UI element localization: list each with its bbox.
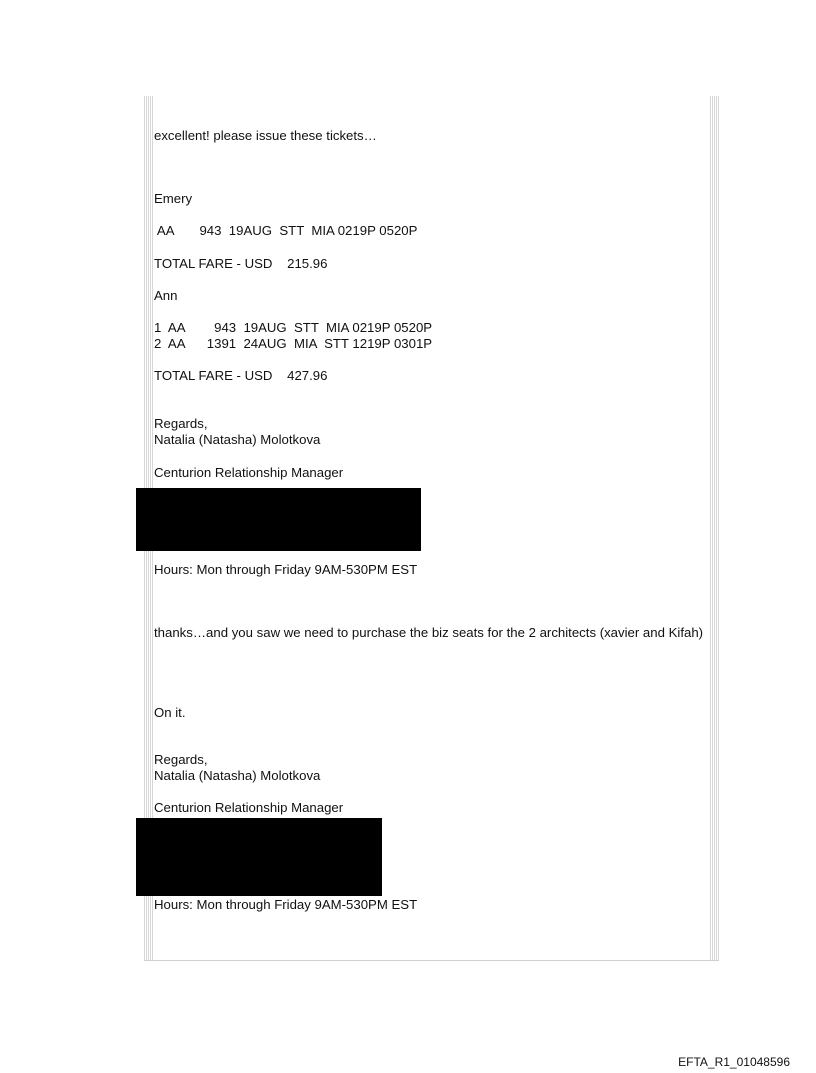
flight-line-emery: AA 943 19AUG STT MIA 0219P 0520P [154,223,418,238]
passenger-name-ann: Ann [154,288,178,303]
signature-title: Centurion Relationship Manager [154,465,344,480]
flight-line-ann-2: 2 AA 1391 24AUG MIA STT 1219P 0301P [154,336,433,351]
signature-regards: Regards, [154,416,208,431]
passenger-name-emery: Emery [154,191,193,206]
signature-regards: Regards, [154,752,208,767]
redaction-block [136,818,382,896]
total-fare-emery: TOTAL FARE - USD 215.96 [154,256,328,271]
reply-on-it: On it. [154,705,186,720]
request-line: excellent! please issue these tickets… [154,128,377,143]
signature-hours: Hours: Mon through Friday 9AM-530PM EST [154,562,418,577]
signature-hours: Hours: Mon through Friday 9AM-530PM EST [154,897,418,912]
signature-name: Natalia (Natasha) Molotkova [154,768,321,783]
document-id: EFTA_R1_01048596 [678,1055,790,1069]
signature-name: Natalia (Natasha) Molotkova [154,432,321,447]
flight-line-ann-1: 1 AA 943 19AUG STT MIA 0219P 0520P [154,320,433,335]
redaction-block [136,488,421,551]
reply-message: thanks…and you saw we need to purchase the biz seats for the 2 architects (xavier and Kifah) [154,625,704,640]
total-fare-ann: TOTAL FARE - USD 427.96 [154,368,328,383]
signature-title: Centurion Relationship Manager [154,800,344,815]
frame-right-border [710,96,719,960]
